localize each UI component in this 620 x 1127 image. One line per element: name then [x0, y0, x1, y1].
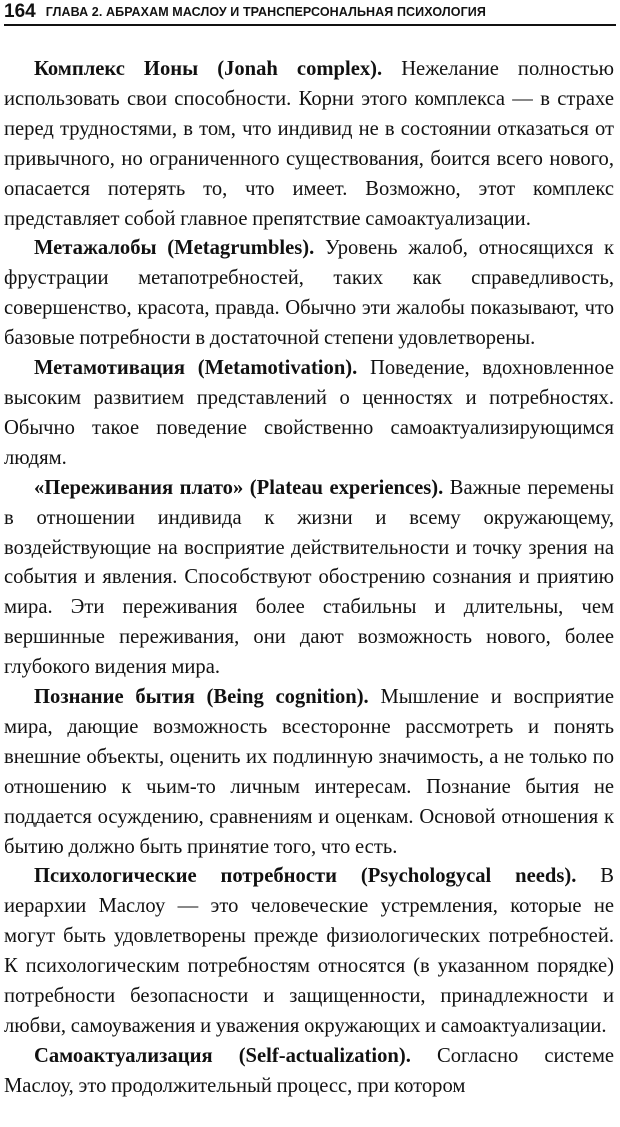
glossary-entry	[4, 862, 614, 1041]
entry-term: Психологические потребности (Psychologycal needs).	[34, 865, 577, 888]
entry-term: «Переживания плато» (Plateau experiences).	[34, 476, 444, 499]
entry-text: Уровень жалоб, относящихся к фрустрации метапотребностей, таких как справедливость, совершенство, красота, правда. Обычно эти жалобы показывают, что базовые потребности в достаточной степени удовлетворены.	[4, 237, 615, 350]
glossary-entry	[4, 683, 614, 862]
entry-term: Познание бытия (Being cognition).	[34, 686, 369, 709]
glossary-entry	[4, 474, 614, 683]
entry-term: Метамотивация (Metamotivation).	[34, 357, 358, 380]
page-header	[4, 0, 616, 26]
entry-text: Мышление и восприятие мира, дающие возможность всесторонне рассмотреть и понять внешние объекты, оценить их подлинную значимость, а не только по отношению к чьим-то личным интересам. Познание бытия не поддается осуждению, сравнениям и оценкам. Основой отношения к бытию должно быть принятие того, что есть.	[4, 686, 614, 858]
running-head: ГЛАВА 2. АБРАХАМ МАСЛОУ И ТРАНСПЕРСОНАЛЬНАЯ ПСИХОЛОГИЯ	[45, 5, 486, 19]
glossary-content	[4, 55, 614, 1102]
entry-text: Нежелание полностью использовать свои способности. Корни этого комплекса — в страхе перед трудностями, в том, что индивид не в состоянии отказаться от привычного, но ограниченного существования, боится всего нового, опасается потерять то, что имеет. Возможно, этот комплекс представляет собой главное препятствие самоактуализации.	[4, 58, 615, 230]
entry-term: Комплекс Ионы (Jonah complex).	[34, 58, 383, 80]
entry-text: Поведение, вдохновленное высоким развитием представлений о ценностях и потребностях. Обычно такое поведение свойственно самоактуализирующимся людям.	[4, 357, 615, 469]
glossary-entry	[4, 234, 614, 354]
glossary-entry	[4, 1042, 614, 1102]
glossary-entry	[4, 55, 614, 234]
page-number: 164	[4, 1, 36, 22]
glossary-entry	[4, 354, 614, 474]
entry-term: Метажалобы (Metagrumbles).	[34, 237, 315, 260]
entry-text: Важные перемены в отношении индивида к жизни и всему окружающему, воздействующие на восприятие действительности и точку зрения на события и явления. Способствуют обострению сознания и приятию мира. Эти переживания более стабильны и длительны, чем вершинные переживания, они дают возможность нового, более глубокого видения мира.	[4, 476, 615, 679]
entry-text: В иерархии Маслоу — это человеческие устремления, которые не могут быть удовлетворены прежде физиологических потребностей. К психологическим потребностям относятся (в указанном порядке) потребности безопасности и защищенности, принадлежности и любви, самоуважения и уважения окружающих и самоактуализации.	[4, 865, 614, 1037]
entry-text: Согласно системе Маслоу, это продолжительный процесс, при котором	[4, 1044, 614, 1097]
entry-term: Самоактуализация (Self-actualization).	[34, 1044, 411, 1067]
